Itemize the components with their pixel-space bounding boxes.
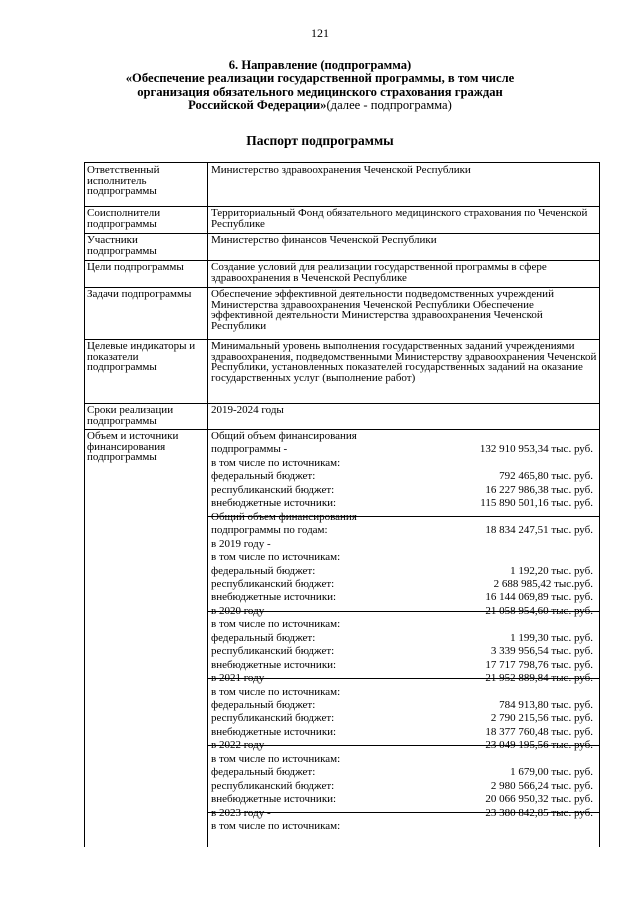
finance-label: в том числе по источникам: xyxy=(211,820,341,832)
finance-line xyxy=(211,566,593,577)
finance-label: в том числе по источникам: xyxy=(211,753,341,765)
finance-label: в 2019 году - xyxy=(211,538,271,550)
finance-line xyxy=(211,767,593,778)
finance-line xyxy=(211,700,593,711)
row-label-indicators: Целевые индикаторы и показатели подпрограммы xyxy=(87,340,196,374)
finance-amount: 1 679,00 тыс. руб. xyxy=(510,766,593,778)
finance-amount: 23 380 842,85 тыс. руб. xyxy=(485,807,593,819)
finance-label: федеральный бюджет: xyxy=(211,632,316,644)
finance-amount: 18 834 247,51 тыс. руб. xyxy=(485,524,593,536)
finance-line xyxy=(211,660,593,671)
finance-amount: 23 049 195,56 тыс. руб. xyxy=(485,739,593,751)
finance-line xyxy=(211,525,593,536)
finance-divider xyxy=(207,516,599,517)
row-value-tasks: Обеспечение эффективной деятельности подведомственных учреждений Министерства здравоохранения Чеченской Республики Обеспечение эффективной деятельности Министерства здравоохранения Чеченской Республики xyxy=(211,288,554,332)
finance-amount: 16 227 986,38 тыс. руб. xyxy=(485,484,593,496)
finance-line xyxy=(211,592,593,603)
finance-line xyxy=(211,539,593,550)
finance-line xyxy=(211,754,593,765)
finance-line xyxy=(211,808,593,819)
finance-amount: 2 688 985,42 тыс.руб. xyxy=(493,578,593,590)
finance-label: республиканский бюджет: xyxy=(211,712,335,724)
row-value-participants: Министерство финансов Чеченской Республики xyxy=(211,234,437,246)
finance-amount: 1 192,20 тыс. руб. xyxy=(510,565,593,577)
finance-line xyxy=(211,471,593,482)
row-value-responsible: Министерство здравоохранения Чеченской Республики xyxy=(211,164,471,176)
finance-label: подпрограммы - xyxy=(211,443,288,455)
finance-label: федеральный бюджет: xyxy=(211,470,316,482)
finance-label: республиканский бюджет: xyxy=(211,780,335,792)
finance-label: республиканский бюджет: xyxy=(211,578,335,590)
finance-label: в 2023 году - xyxy=(211,807,271,819)
finance-line xyxy=(211,458,593,469)
row-value-goals: Создание условий для реализации государственной программы в сфере здравоохранения в Чеченской Республике xyxy=(211,261,547,284)
finance-amount: 16 144 069,89 тыс. руб. xyxy=(485,591,593,603)
row-label-tasks: Задачи подпрограммы xyxy=(87,288,192,300)
row-value-indicators: Минимальный уровень выполнения государственных заданий учреждениями здравоохранения, подведомственными Министерству здравоохранения Чеченской Республики, установленных показателей государственных заданий на оказание государственных услуг (выполнение работ) xyxy=(211,340,597,384)
row-label-responsible: Ответственный исполнитель подпрограммы xyxy=(87,164,160,198)
finance-divider xyxy=(207,678,599,679)
finance-label: в 2022 году - xyxy=(211,739,271,751)
heading-line-2: «Обеспечение реализации государственной программы, в том числе xyxy=(125,71,515,86)
section-heading xyxy=(60,59,580,113)
finance-label: республиканский бюджет: xyxy=(211,645,335,657)
table-left-border xyxy=(84,163,85,847)
row-value-timeline: 2019-2024 годы xyxy=(211,404,284,416)
finance-amount: 2 980 566,24 тыс. руб. xyxy=(490,780,593,792)
finance-line xyxy=(211,713,593,724)
finance-divider xyxy=(207,611,599,612)
finance-amount: 18 377 760,48 тыс. руб. xyxy=(485,726,593,738)
finance-label: республиканский бюджет: xyxy=(211,484,335,496)
finance-label: федеральный бюджет: xyxy=(211,766,316,778)
finance-label: Общий объем финансирования xyxy=(211,511,357,523)
heading-line-3: организация обязательного медицинского страхования граждан xyxy=(137,84,503,99)
finance-label: внебюджетные источники: xyxy=(211,659,337,671)
finance-divider xyxy=(207,745,599,746)
finance-amount: 20 066 950,32 тыс. руб. xyxy=(485,793,593,805)
finance-line xyxy=(211,431,593,442)
finance-label: федеральный бюджет: xyxy=(211,565,316,577)
finance-label: в 2020 году - xyxy=(211,605,271,617)
finance-line xyxy=(211,781,593,792)
finance-amount: 17 717 798,76 тыс. руб. xyxy=(485,659,593,671)
finance-line xyxy=(211,619,593,630)
finance-line xyxy=(211,794,593,805)
passport-table xyxy=(84,162,600,847)
passport-title: Паспорт подпрограммы xyxy=(246,133,394,148)
row-label-coexecutors: Соисполнители подпрограммы xyxy=(87,207,161,230)
finance-label: подпрограммы по годам: xyxy=(211,524,328,536)
row-value-coexecutors: Территориальный Фонд обязательного медицинского страхования по Чеченской Республике xyxy=(211,207,588,230)
finance-label: Общий объем финансирования xyxy=(211,430,357,442)
finance-line xyxy=(211,444,593,455)
finance-amount: 21 058 954,60 тыс. руб. xyxy=(485,605,593,617)
finance-line xyxy=(211,498,593,509)
finance-line xyxy=(211,552,593,563)
page-number: 121 xyxy=(311,26,329,40)
row-label-timeline: Сроки реализации подпрограммы xyxy=(87,404,174,427)
finance-amount: 784 913,80 тыс. руб. xyxy=(499,699,593,711)
finance-line xyxy=(211,727,593,738)
finance-label: в том числе по источникам: xyxy=(211,551,341,563)
finance-line xyxy=(211,512,593,523)
heading-line-4: Российской Федерации»(далее - подпрограмма) xyxy=(188,98,452,113)
finance-amount: 21 952 889,84 тыс. руб. xyxy=(485,672,593,684)
row-label-funding: Объем и источники финансирования подпрограммы xyxy=(87,430,179,464)
finance-line xyxy=(211,579,593,590)
finance-amount: 3 339 956,54 тыс. руб. xyxy=(490,645,593,657)
finance-line xyxy=(211,646,593,657)
finance-label: внебюджетные источники: xyxy=(211,497,337,509)
finance-line xyxy=(211,633,593,644)
finance-label: в том числе по источникам: xyxy=(211,457,341,469)
row-label-participants: Участники подпрограммы xyxy=(87,234,157,257)
finance-amount: 132 910 953,34 тыс. руб. xyxy=(479,443,593,455)
finance-line xyxy=(211,485,593,496)
row-label-goals: Цели подпрограммы xyxy=(87,261,184,273)
finance-label: в 2021 году - xyxy=(211,672,271,684)
heading-line-1: 6. Направление (подпрограмма) xyxy=(228,58,412,72)
finance-label: внебюджетные источники: xyxy=(211,726,337,738)
finance-label: федеральный бюджет: xyxy=(211,699,316,711)
finance-amount: 1 199,30 тыс. руб. xyxy=(510,632,593,644)
finance-label: в том числе по источникам: xyxy=(211,618,341,630)
finance-amount: 2 790 215,56 тыс. руб. xyxy=(490,712,593,724)
finance-amount: 115 890 501,16 тыс. руб. xyxy=(480,497,593,509)
finance-line xyxy=(211,687,593,698)
finance-divider xyxy=(207,812,599,813)
finance-label: внебюджетные источники: xyxy=(211,793,337,805)
finance-line xyxy=(211,821,593,832)
finance-label: внебюджетные источники: xyxy=(211,591,337,603)
finance-label: в том числе по источникам: xyxy=(211,686,341,698)
finance-amount: 792 465,80 тыс. руб. xyxy=(499,470,593,482)
